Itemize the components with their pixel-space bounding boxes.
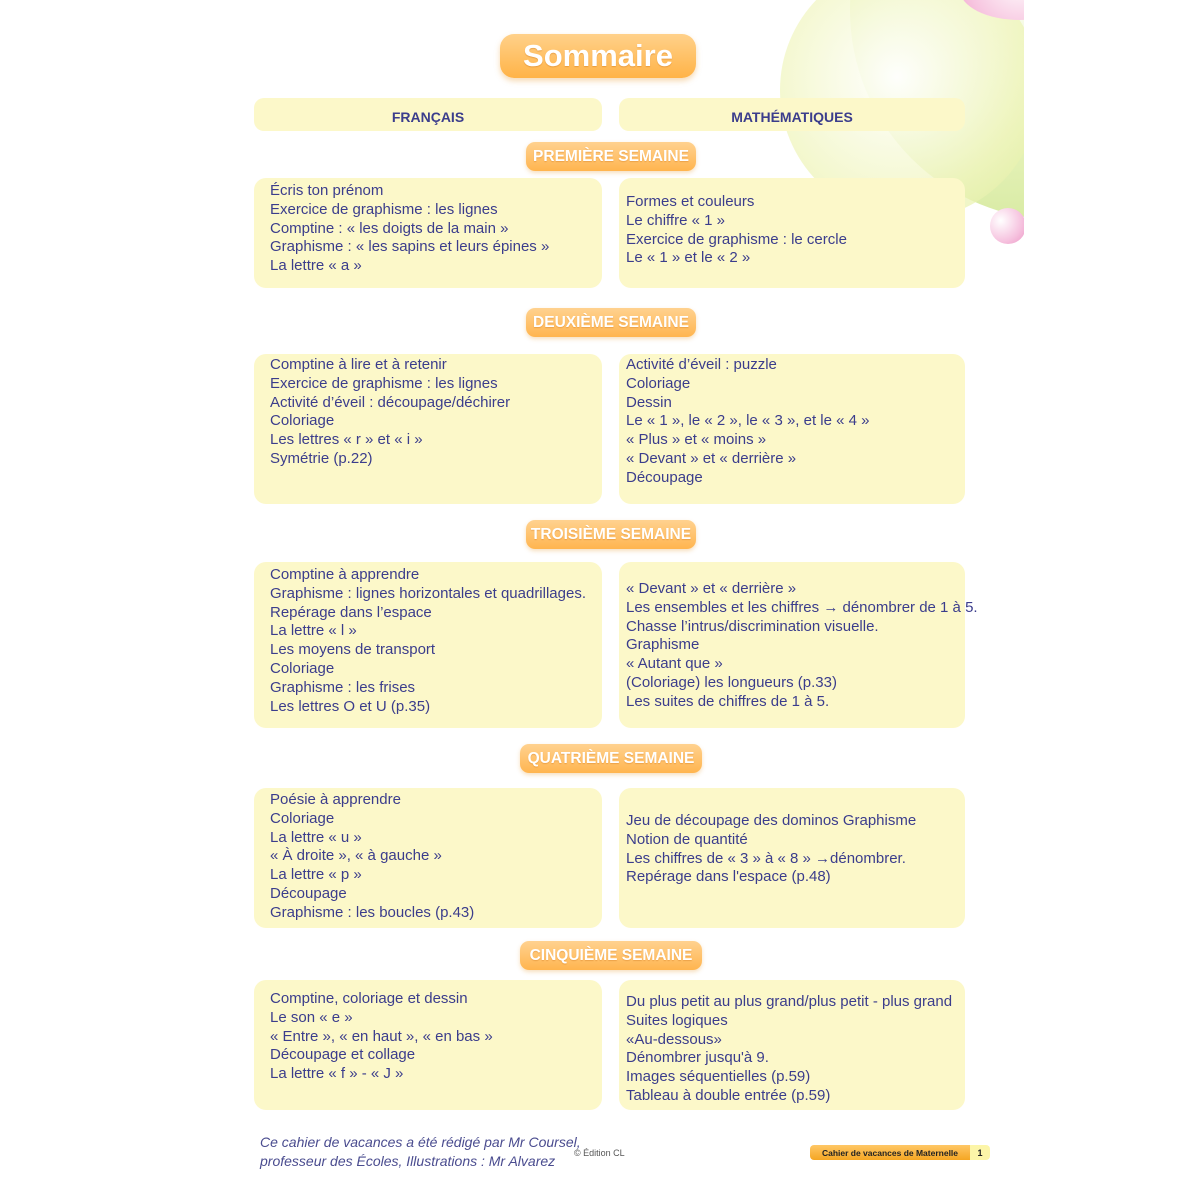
week-5-maths-box — [619, 980, 965, 1110]
list-item: Coloriage — [270, 412, 335, 430]
list-item: Notion de quantité — [626, 830, 748, 848]
author-credit-line: Ce cahier de vacances a été rédigé par Mr Coursel, — [260, 1134, 581, 1150]
list-item: « Entre », « en haut », « en bas » — [270, 1027, 493, 1045]
book-label: Cahier de vacances de Maternelle — [810, 1145, 970, 1160]
list-item: « Plus » et « moins » — [626, 431, 767, 449]
list-item: Images séquentielles (p.59) — [626, 1068, 811, 1086]
week-3-heading: TROISIÈME SEMAINE — [526, 520, 696, 549]
week-4-francais-box — [254, 788, 602, 928]
list-item: Graphisme : lignes horizontales et quadrillages. — [270, 584, 587, 602]
list-item: Exercice de graphisme : les lignes — [270, 374, 498, 392]
list-item: Les chiffres de « 3 » à « 8 » →dénombrer. — [626, 849, 906, 867]
list-item: La lettre « u » — [270, 828, 362, 846]
week-2-heading: DEUXIÈME SEMAINE — [526, 308, 696, 337]
list-item: Activité d’éveil : découpage/déchirer — [270, 393, 511, 411]
list-item: Tableau à double entrée (p.59) — [626, 1086, 831, 1104]
list-item: Les lettres « r » et « i » — [270, 431, 423, 449]
list-item: Graphisme — [626, 636, 700, 654]
list-item: Formes et couleurs — [626, 193, 755, 210]
list-item: Poésie à apprendre — [270, 791, 401, 808]
list-item: La lettre « l » — [270, 622, 357, 640]
page-number: 1 — [970, 1145, 990, 1160]
list-item: (Coloriage) les longueurs (p.33) — [626, 673, 837, 691]
list-item: Du plus petit au plus grand/plus petit - plus grand — [626, 993, 953, 1010]
list-item: Exercice de graphisme : les lignes — [270, 200, 498, 218]
list-item: Graphisme : « les sapins et leurs épines » — [270, 238, 550, 256]
column-header-mathematiques: MATHÉMATIQUES — [619, 98, 965, 131]
list-item: Découpage — [270, 884, 347, 902]
page-margin — [1024, 0, 1200, 1200]
week-4-heading: QUATRIÈME SEMAINE — [520, 744, 702, 773]
list-item: Coloriage — [270, 809, 335, 827]
week-5-francais-box — [254, 980, 602, 1110]
list-item: « Devant » et « derrière » — [626, 449, 797, 467]
list-item: Coloriage — [626, 374, 691, 392]
list-item: La lettre « p » — [270, 866, 362, 884]
list-item: Exercice de graphisme : le cercle — [626, 230, 847, 248]
illustrator-credit-line: professeur des Écoles, Illustrations : Mr Alvarez — [260, 1152, 556, 1169]
list-item: Repérage dans l'espace (p.48) — [626, 868, 831, 886]
list-item: Graphisme : les frises — [270, 678, 416, 696]
list-item: Les moyens de transport — [270, 641, 436, 659]
list-item: Le « 1 », le « 2 », le « 3 », et le « 4 » — [626, 412, 870, 430]
list-item: Les suites de chiffres de 1 à 5. — [626, 692, 830, 710]
list-item: Chasse l’intrus/discrimination visuelle. — [626, 617, 879, 635]
column-header-francais: FRANÇAIS — [254, 98, 602, 131]
page-title: Sommaire — [500, 34, 696, 78]
list-item: Suites logiques — [626, 1011, 728, 1029]
list-item: Dessin — [626, 393, 672, 411]
list-item: Repérage dans l’espace — [270, 603, 432, 621]
list-item: Le son « e » — [270, 1008, 353, 1026]
list-item: La lettre « a » — [270, 257, 362, 275]
list-item: Découpage — [626, 468, 703, 486]
week-2-francais-box — [254, 354, 602, 504]
list-item: Le « 1 » et le « 2 » — [626, 249, 751, 267]
list-item: Les lettres O et U (p.35) — [270, 697, 431, 715]
week-1-heading: PREMIÈRE SEMAINE — [526, 142, 696, 171]
list-item: Coloriage — [270, 659, 335, 677]
week-2-maths-box — [619, 354, 965, 504]
list-item: Découpage et collage — [270, 1046, 416, 1064]
week-1-maths-box — [619, 178, 965, 288]
list-item: « Devant » et « derrière » — [626, 580, 797, 597]
week-3-francais-box — [254, 562, 602, 728]
list-item: Jeu de découpage des dominos Graphisme — [626, 812, 917, 829]
week-4-maths-box — [619, 788, 965, 928]
list-item: Graphisme : les boucles (p.43) — [270, 903, 475, 921]
author-credit — [260, 1133, 590, 1170]
list-item: Comptine à apprendre — [270, 566, 420, 583]
list-item: « Autant que » — [626, 655, 723, 673]
list-item: Le chiffre « 1 » — [626, 211, 725, 229]
week-5-heading: CINQUIÈME SEMAINE — [520, 941, 702, 970]
week-1-francais-box — [254, 178, 602, 288]
list-item: Écris ton prénom — [270, 182, 384, 199]
list-item: Dénombrer jusqu'à 9. — [626, 1049, 769, 1067]
list-item: «Au-dessous» — [626, 1030, 722, 1048]
decorative-pink-bubble — [990, 208, 1026, 244]
list-item: Activité d’éveil : puzzle — [626, 356, 777, 373]
list-item: « À droite », « à gauche » — [270, 847, 442, 865]
list-item: Comptine : « les doigts de la main » — [270, 219, 509, 237]
list-item: Symétrie (p.22) — [270, 449, 373, 467]
list-item: La lettre « f » - « J » — [270, 1065, 404, 1083]
week-3-maths-box — [619, 562, 978, 728]
list-item: Comptine à lire et à retenir — [270, 356, 447, 373]
copyright-notice: © Édition CL — [574, 1148, 625, 1158]
list-item: Les ensembles et les chiffres → dénombrer de 1 à 5. — [626, 598, 978, 616]
list-item: Comptine, coloriage et dessin — [270, 990, 468, 1007]
